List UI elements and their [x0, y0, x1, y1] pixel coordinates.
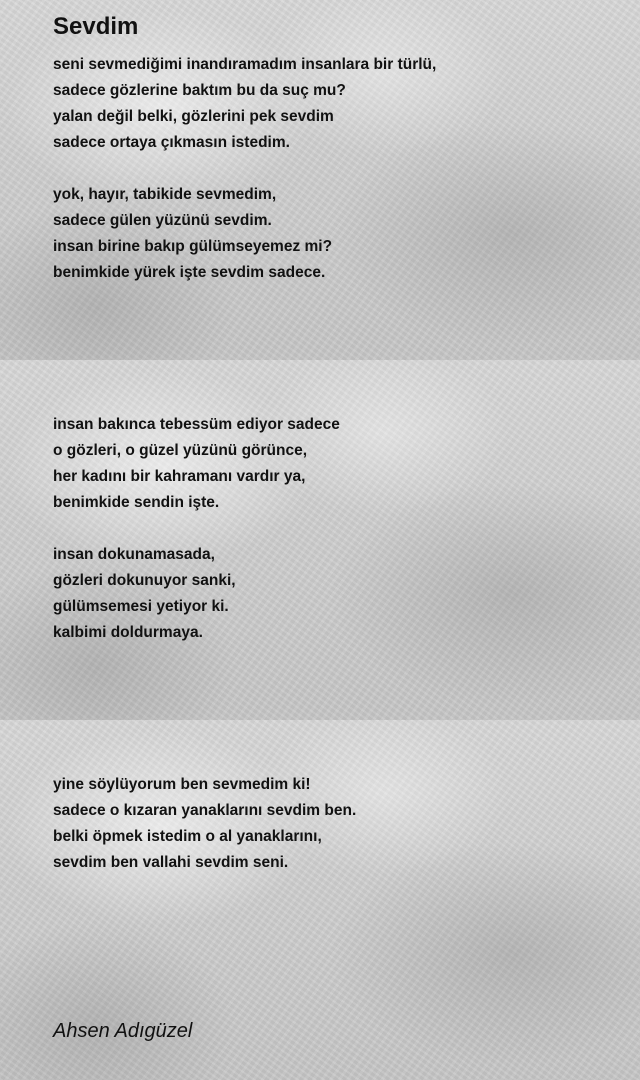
poem-line: kalbimi doldurmaya. — [53, 624, 203, 641]
poem-line: o gözleri, o güzel yüzünü görünce, — [53, 442, 308, 459]
poem-line: benimkide yürek işte sevdim sadece. — [53, 264, 326, 281]
poem-line: insan bakınca tebessüm ediyor sadece — [53, 416, 340, 433]
stanza-2 — [53, 182, 332, 286]
stanza-3 — [53, 412, 340, 516]
stanza-4 — [53, 542, 236, 646]
poem-line: gözleri dokunuyor sanki, — [53, 572, 236, 589]
poem-line: her kadını bir kahramanı vardır ya, — [53, 468, 306, 485]
poem-line: insan birine bakıp gülümseyemez mi? — [53, 238, 333, 255]
poem-line: sadece o kızaran yanaklarını sevdim ben. — [53, 802, 357, 819]
poem-line: insan dokunamasada, — [53, 546, 215, 563]
poem-line: yalan değil belki, gözlerini pek sevdim — [53, 108, 334, 125]
poem-line: sevdim ben vallahi sevdim seni. — [53, 854, 289, 871]
poem-line: yok, hayır, tabikide sevmedim, — [53, 186, 277, 203]
poem-line: sadece gülen yüzünü sevdim. — [53, 212, 272, 229]
poem-line: sadece ortaya çıkmasın istedim. — [53, 134, 290, 151]
poem-line: seni sevmediğimi inandıramadım insanlara bir türlü, — [53, 56, 437, 73]
poem-line: belki öpmek istedim o al yanaklarını, — [53, 828, 322, 845]
poem-line: sadece gözlerine baktım bu da suç mu? — [53, 82, 346, 99]
poem-card-1 — [0, 0, 640, 360]
stanza-5 — [53, 772, 356, 876]
poem-card-2 — [0, 360, 640, 720]
poem-line: yine söylüyorum ben sevmedim ki! — [53, 776, 311, 793]
poem-author: Ahsen Adıgüzel — [53, 1020, 193, 1042]
poem-card-3 — [0, 720, 640, 1080]
poem-line: gülümsemesi yetiyor ki. — [53, 598, 229, 615]
poem-line: benimkide sendin işte. — [53, 494, 220, 511]
poem-title: Sevdim — [53, 13, 139, 40]
stanza-1 — [53, 52, 436, 156]
